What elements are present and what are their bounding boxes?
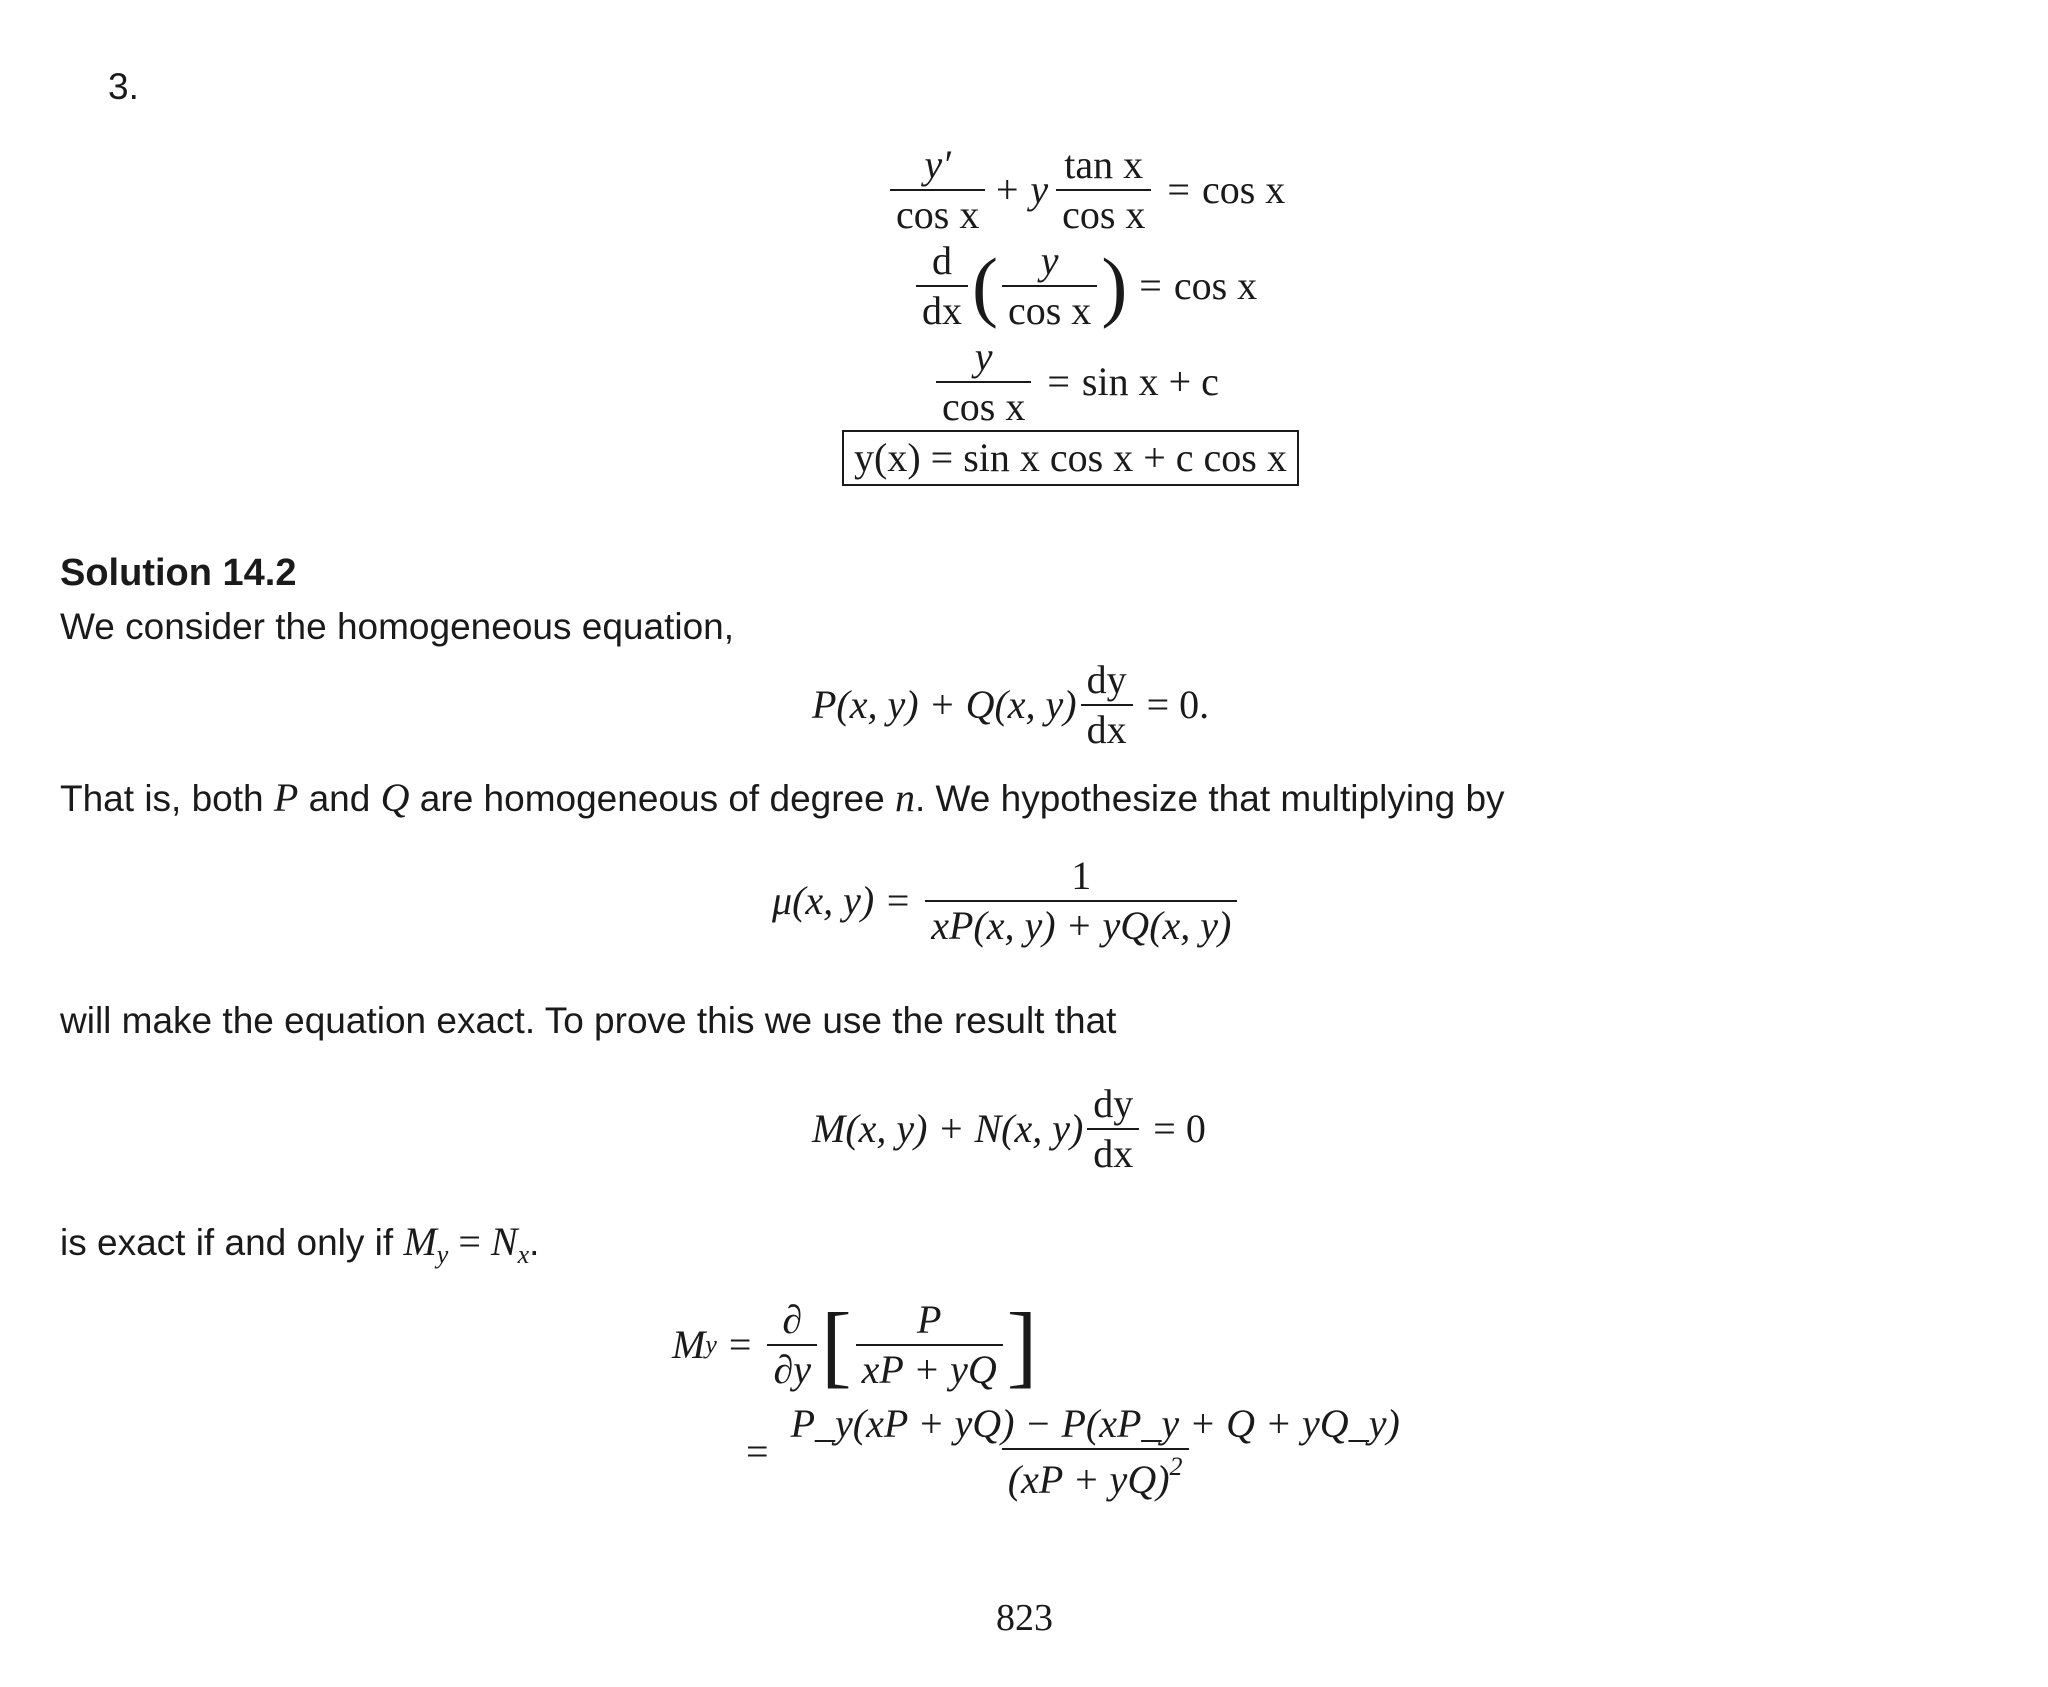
left-bracket: [ — [820, 1293, 852, 1396]
subscript: y — [705, 1330, 717, 1359]
left-paren: ( — [972, 241, 998, 329]
exponent: 2 — [1169, 1452, 1183, 1481]
page-number: 823 — [996, 1597, 1053, 1639]
term: + y — [993, 167, 1049, 212]
solution-heading: Solution 14.2 — [60, 552, 297, 594]
rhs: = 0 — [1153, 1106, 1206, 1151]
paragraph-3: will make the equation exact. To prove this we use the result that — [60, 1000, 1117, 1041]
equals-sign: = — [746, 1429, 769, 1474]
text: and — [298, 778, 381, 819]
numerator: P — [916, 1297, 942, 1342]
denominator: cos x — [1002, 285, 1097, 331]
lhs: μ(x, y) = — [772, 878, 912, 923]
denominator: dx — [916, 285, 968, 331]
derivative-operator — [916, 238, 968, 333]
equation-line-2 — [912, 238, 1285, 333]
enumerate-label: 3. — [108, 66, 139, 107]
numerator: y — [974, 334, 993, 379]
denominator: xP(x, y) + yQ(x, y) — [925, 900, 1237, 946]
equation-line-3 — [932, 334, 1285, 429]
numerator: tan x — [1064, 142, 1144, 187]
paragraph-1: We consider the homogeneous equation, — [60, 606, 735, 647]
subscript: y — [436, 1240, 449, 1269]
equation-5-line-1 — [672, 1293, 1410, 1396]
lhs: P(x, y) + Q(x, y) — [812, 682, 1077, 727]
text: are homogeneous of degree — [409, 778, 895, 819]
denominator: xP + yQ — [856, 1344, 1003, 1390]
partial-derivative — [767, 1297, 817, 1392]
equals-sign: = — [448, 1219, 491, 1264]
text: . — [529, 1222, 540, 1263]
math-var: Q — [380, 775, 410, 820]
math-var: P — [273, 775, 299, 820]
equation-block-1 — [880, 142, 1286, 429]
math-var: N — [490, 1219, 518, 1264]
equation-line-1 — [886, 142, 1286, 237]
denominator: dx — [1087, 1128, 1139, 1174]
numerator: dy — [1093, 1081, 1134, 1126]
equals-sign: = — [728, 1322, 752, 1367]
paragraph-2 — [60, 774, 1505, 821]
denominator: cos x — [890, 189, 985, 235]
fraction — [890, 142, 985, 237]
subscript: x — [517, 1240, 530, 1269]
equals-sign: = — [1167, 167, 1190, 212]
equation-4 — [812, 1081, 1206, 1176]
numerator: y′ — [924, 142, 951, 187]
equation-2 — [812, 657, 1210, 752]
text: That is, both — [60, 778, 274, 819]
text: . We hypothesize that multiplying by — [914, 778, 1505, 819]
numerator: y — [1040, 238, 1059, 283]
denominator-base: (xP + yQ) — [1007, 1457, 1170, 1502]
paragraph-4 — [60, 1218, 539, 1270]
equals-sign: = — [1047, 359, 1070, 404]
fraction — [1056, 142, 1151, 237]
fraction — [925, 853, 1237, 948]
right-bracket: ] — [1006, 1293, 1038, 1396]
numerator: ∂ — [782, 1297, 803, 1342]
right-paren: ) — [1101, 241, 1128, 329]
fraction — [1002, 238, 1097, 333]
denominator — [1002, 1448, 1189, 1500]
equation-3 — [772, 853, 1241, 948]
equation-5 — [672, 1293, 1410, 1502]
rhs: = 0. — [1146, 682, 1210, 727]
fraction — [936, 334, 1031, 429]
numerator: 1 — [1071, 853, 1092, 898]
fraction — [1087, 1081, 1139, 1176]
denominator: cos x — [936, 381, 1031, 427]
rhs: cos x — [1201, 167, 1286, 212]
math-var: M — [403, 1219, 437, 1264]
equals-sign: = — [1139, 263, 1162, 308]
fraction — [785, 1401, 1406, 1502]
lhs: M(x, y) + N(x, y) — [812, 1106, 1084, 1151]
denominator: dx — [1081, 704, 1133, 750]
lhs: M — [672, 1322, 706, 1367]
fraction — [1081, 657, 1133, 752]
denominator: cos x — [1056, 189, 1151, 235]
numerator: P_y(xP + yQ) − P(xP_y + Q + yQ_y) — [790, 1401, 1400, 1446]
rhs: sin x + c — [1081, 359, 1219, 404]
equation-5-line-2 — [734, 1401, 1410, 1502]
rhs: cos x — [1173, 263, 1258, 308]
denominator: ∂y — [767, 1344, 817, 1390]
boxed-solution: y(x) = sin x cos x + c cos x — [842, 430, 1299, 486]
numerator: d — [932, 238, 952, 283]
numerator: dy — [1086, 657, 1127, 702]
math-var: n — [894, 775, 915, 820]
fraction — [856, 1297, 1003, 1392]
text: is exact if and only if — [60, 1222, 404, 1263]
